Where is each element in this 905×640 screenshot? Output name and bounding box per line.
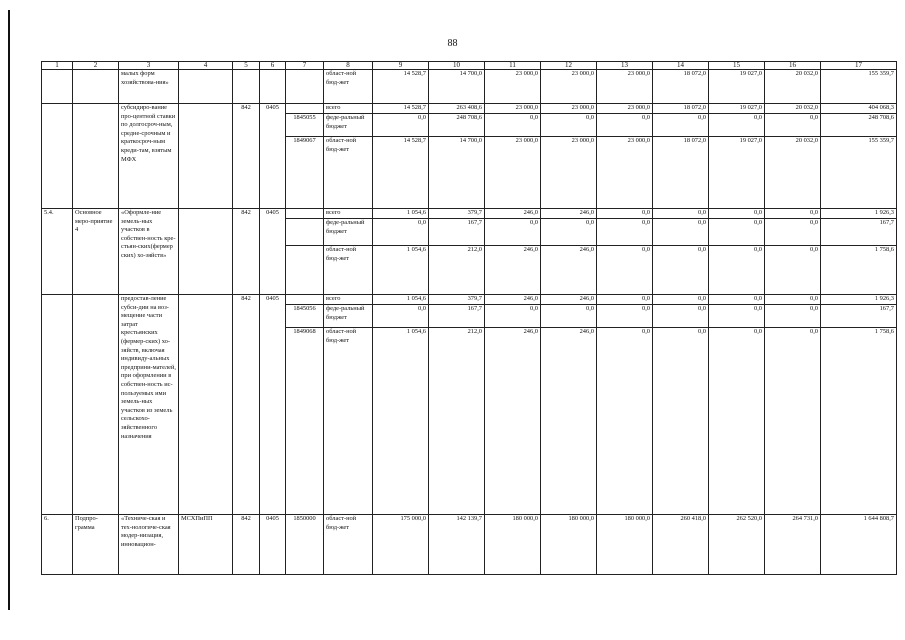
value-cell: 20 032,0 xyxy=(765,70,821,104)
responsible-executor xyxy=(179,70,233,104)
target-article-code: 1849068 xyxy=(286,328,324,515)
header-cell-10: 10 xyxy=(429,62,485,70)
funding-source: област-ной бюд-жет xyxy=(324,137,373,209)
row-number: 6. xyxy=(42,515,73,575)
value-cell: 0,0 xyxy=(597,246,653,295)
value-cell: 0,0 xyxy=(653,114,709,137)
value-cell: 1 758,6 xyxy=(821,328,897,515)
program-type: Подпро-грамма xyxy=(73,515,119,575)
value-cell: 19 027,0 xyxy=(709,137,765,209)
value-cell: 0,0 xyxy=(597,219,653,246)
value-cell: 0,0 xyxy=(653,328,709,515)
value-cell: 1 926,3 xyxy=(821,209,897,219)
value-cell: 212,0 xyxy=(429,328,485,515)
funding-source: феде-ральный бюджет xyxy=(324,114,373,137)
target-article-code xyxy=(286,295,324,305)
value-cell: 0,0 xyxy=(653,209,709,219)
header-cell-3: 3 xyxy=(119,62,179,70)
value-cell: 0,0 xyxy=(597,209,653,219)
funding-source: всего xyxy=(324,295,373,305)
funding-source: област-ной бюд-жет xyxy=(324,70,373,104)
value-cell: 0,0 xyxy=(709,209,765,219)
target-article-code xyxy=(286,104,324,114)
value-cell: 23 000,0 xyxy=(485,104,541,114)
value-cell: 0,0 xyxy=(597,114,653,137)
value-cell: 0,0 xyxy=(709,114,765,137)
responsible-executor xyxy=(179,209,233,295)
value-cell: 0,0 xyxy=(373,305,429,328)
program-name: малых форм хозяйствова-ния» xyxy=(119,70,179,104)
funding-source: всего xyxy=(324,209,373,219)
header-cell-16: 16 xyxy=(765,62,821,70)
header-cell-5: 5 xyxy=(233,62,260,70)
value-cell: 260 418,0 xyxy=(653,515,709,575)
value-cell: 0,0 xyxy=(709,305,765,328)
grbs-code: 842 xyxy=(233,104,260,209)
value-cell: 246,0 xyxy=(541,246,597,295)
target-article-code: 1845056 xyxy=(286,305,324,328)
header-cell-2: 2 xyxy=(73,62,119,70)
value-cell: 0,0 xyxy=(709,295,765,305)
value-cell: 0,0 xyxy=(597,295,653,305)
value-cell: 14 700,0 xyxy=(429,137,485,209)
value-cell: 1 054,6 xyxy=(373,246,429,295)
table-row xyxy=(42,70,897,104)
value-cell: 0,0 xyxy=(485,305,541,328)
grbs-code: 842 xyxy=(233,209,260,295)
header-cell-1: 1 xyxy=(42,62,73,70)
value-cell: 1 758,6 xyxy=(821,246,897,295)
target-article-code xyxy=(286,246,324,295)
target-article-code: 1850000 xyxy=(286,515,324,575)
row-number xyxy=(42,70,73,104)
value-cell: 14 528,7 xyxy=(373,137,429,209)
value-cell: 23 000,0 xyxy=(541,104,597,114)
value-cell: 248 708,6 xyxy=(429,114,485,137)
funding-source: област-ной бюд-жет xyxy=(324,515,373,575)
value-cell: 167,7 xyxy=(429,305,485,328)
value-cell: 0,0 xyxy=(373,219,429,246)
value-cell: 23 000,0 xyxy=(597,104,653,114)
value-cell: 0,0 xyxy=(709,219,765,246)
value-cell: 20 032,0 xyxy=(765,104,821,114)
funding-source: област-ной бюд-жет xyxy=(324,328,373,515)
value-cell: 142 139,7 xyxy=(429,515,485,575)
value-cell: 23 000,0 xyxy=(485,70,541,104)
value-cell: 155 359,7 xyxy=(821,137,897,209)
header-cell-14: 14 xyxy=(653,62,709,70)
header-cell-11: 11 xyxy=(485,62,541,70)
responsible-executor: МСХПиПП xyxy=(179,515,233,575)
header-cell-13: 13 xyxy=(597,62,653,70)
value-cell: 19 027,0 xyxy=(709,104,765,114)
value-cell: 23 000,0 xyxy=(541,70,597,104)
value-cell: 18 072,0 xyxy=(653,137,709,209)
header-cell-8: 8 xyxy=(324,62,373,70)
row-number xyxy=(42,295,73,515)
section-code: 0405 xyxy=(260,209,286,295)
table-row xyxy=(42,209,897,219)
target-article-code xyxy=(286,209,324,219)
value-cell: 0,0 xyxy=(765,295,821,305)
value-cell: 0,0 xyxy=(653,305,709,328)
target-article-code: 1845055 xyxy=(286,114,324,137)
value-cell: 18 072,0 xyxy=(653,70,709,104)
value-cell: 0,0 xyxy=(653,295,709,305)
value-cell: 1 054,6 xyxy=(373,209,429,219)
value-cell: 0,0 xyxy=(765,219,821,246)
program-name: предостав-ление субси-дии на воз-мещение части затрат крестьянских (фермер-ских) хо-зяйств, включая индивиду-альных предприни-мателей, при оформлении в собствен-ность ис-пользуемых ими земель-ных участков из земель сельскохо-зяйственного назначения xyxy=(119,295,179,515)
value-cell: 379,7 xyxy=(429,295,485,305)
binding-edge-line xyxy=(8,10,10,610)
value-cell: 180 000,0 xyxy=(597,515,653,575)
value-cell: 246,0 xyxy=(485,328,541,515)
value-cell: 20 032,0 xyxy=(765,137,821,209)
value-cell: 246,0 xyxy=(541,295,597,305)
program-type xyxy=(73,104,119,209)
target-article-code xyxy=(286,70,324,104)
value-cell: 167,7 xyxy=(821,219,897,246)
section-code: 0405 xyxy=(260,515,286,575)
value-cell: 246,0 xyxy=(485,246,541,295)
header-cell-4: 4 xyxy=(179,62,233,70)
page-number: 88 xyxy=(447,38,458,49)
value-cell: 23 000,0 xyxy=(597,70,653,104)
value-cell: 0,0 xyxy=(373,114,429,137)
responsible-executor xyxy=(179,295,233,515)
value-cell: 23 000,0 xyxy=(597,137,653,209)
header-cell-6: 6 xyxy=(260,62,286,70)
table-header-row xyxy=(42,62,897,70)
value-cell: 1 054,6 xyxy=(373,295,429,305)
value-cell: 262 520,0 xyxy=(709,515,765,575)
grbs-code: 842 xyxy=(233,295,260,515)
table-row xyxy=(42,104,897,114)
program-type xyxy=(73,70,119,104)
value-cell: 0,0 xyxy=(597,305,653,328)
value-cell: 0,0 xyxy=(485,219,541,246)
value-cell: 0,0 xyxy=(709,246,765,295)
value-cell: 0,0 xyxy=(541,114,597,137)
target-article-code xyxy=(286,219,324,246)
value-cell: 0,0 xyxy=(709,328,765,515)
value-cell: 0,0 xyxy=(765,328,821,515)
value-cell: 14 700,0 xyxy=(429,70,485,104)
value-cell: 1 644 808,7 xyxy=(821,515,897,575)
value-cell: 167,7 xyxy=(821,305,897,328)
value-cell: 0,0 xyxy=(653,219,709,246)
program-name: «Оформле-ние земель-ных участков в собствен-ность кре-стьян-ских(фермер ских) хо-зяйств» xyxy=(119,209,179,295)
value-cell: 18 072,0 xyxy=(653,104,709,114)
table-row xyxy=(42,515,897,575)
budget-table xyxy=(41,61,897,575)
section-code: 0405 xyxy=(260,104,286,209)
header-cell-7: 7 xyxy=(286,62,324,70)
value-cell: 180 000,0 xyxy=(485,515,541,575)
value-cell: 167,7 xyxy=(429,219,485,246)
value-cell: 19 027,0 xyxy=(709,70,765,104)
value-cell: 0,0 xyxy=(485,114,541,137)
value-cell: 0,0 xyxy=(765,114,821,137)
value-cell: 14 528,7 xyxy=(373,70,429,104)
value-cell: 212,0 xyxy=(429,246,485,295)
program-name: субсидиро-вание про-центной ставки по долгосроч-ным, средне-срочным и краткосроч-ным креди-там, взятым МФХ xyxy=(119,104,179,209)
value-cell: 379,7 xyxy=(429,209,485,219)
row-number xyxy=(42,104,73,209)
grbs-code: 842 xyxy=(233,515,260,575)
value-cell: 246,0 xyxy=(485,209,541,219)
funding-source: феде-ральный бюджет xyxy=(324,219,373,246)
header-cell-15: 15 xyxy=(709,62,765,70)
value-cell: 0,0 xyxy=(541,305,597,328)
value-cell: 1 054,6 xyxy=(373,328,429,515)
value-cell: 0,0 xyxy=(653,246,709,295)
value-cell: 263 408,6 xyxy=(429,104,485,114)
program-type xyxy=(73,295,119,515)
value-cell: 0,0 xyxy=(541,219,597,246)
program-type: Основное меро-приятие 4 xyxy=(73,209,119,295)
value-cell: 0,0 xyxy=(765,305,821,328)
value-cell: 264 731,0 xyxy=(765,515,821,575)
table-row xyxy=(42,295,897,305)
row-number: 5.4. xyxy=(42,209,73,295)
value-cell: 23 000,0 xyxy=(485,137,541,209)
value-cell: 0,0 xyxy=(765,246,821,295)
value-cell: 23 000,0 xyxy=(541,137,597,209)
grbs-code xyxy=(233,70,260,104)
section-code: 0405 xyxy=(260,295,286,515)
header-cell-9: 9 xyxy=(373,62,429,70)
value-cell: 155 359,7 xyxy=(821,70,897,104)
value-cell: 0,0 xyxy=(597,328,653,515)
value-cell: 404 068,3 xyxy=(821,104,897,114)
value-cell: 0,0 xyxy=(765,209,821,219)
target-article-code: 1849067 xyxy=(286,137,324,209)
header-cell-12: 12 xyxy=(541,62,597,70)
section-code xyxy=(260,70,286,104)
program-name: «Техниче-ская и тех-нологиче-ская модер-низация, инновацион- xyxy=(119,515,179,575)
header-cell-17: 17 xyxy=(821,62,897,70)
value-cell: 246,0 xyxy=(541,209,597,219)
value-cell: 246,0 xyxy=(541,328,597,515)
value-cell: 248 708,6 xyxy=(821,114,897,137)
value-cell: 180 000,0 xyxy=(541,515,597,575)
funding-source: област-ной бюд-жет xyxy=(324,246,373,295)
value-cell: 246,0 xyxy=(485,295,541,305)
value-cell: 14 528,7 xyxy=(373,104,429,114)
responsible-executor xyxy=(179,104,233,209)
funding-source: феде-ральный бюджет xyxy=(324,305,373,328)
funding-source: всего xyxy=(324,104,373,114)
value-cell: 175 000,0 xyxy=(373,515,429,575)
value-cell: 1 926,3 xyxy=(821,295,897,305)
